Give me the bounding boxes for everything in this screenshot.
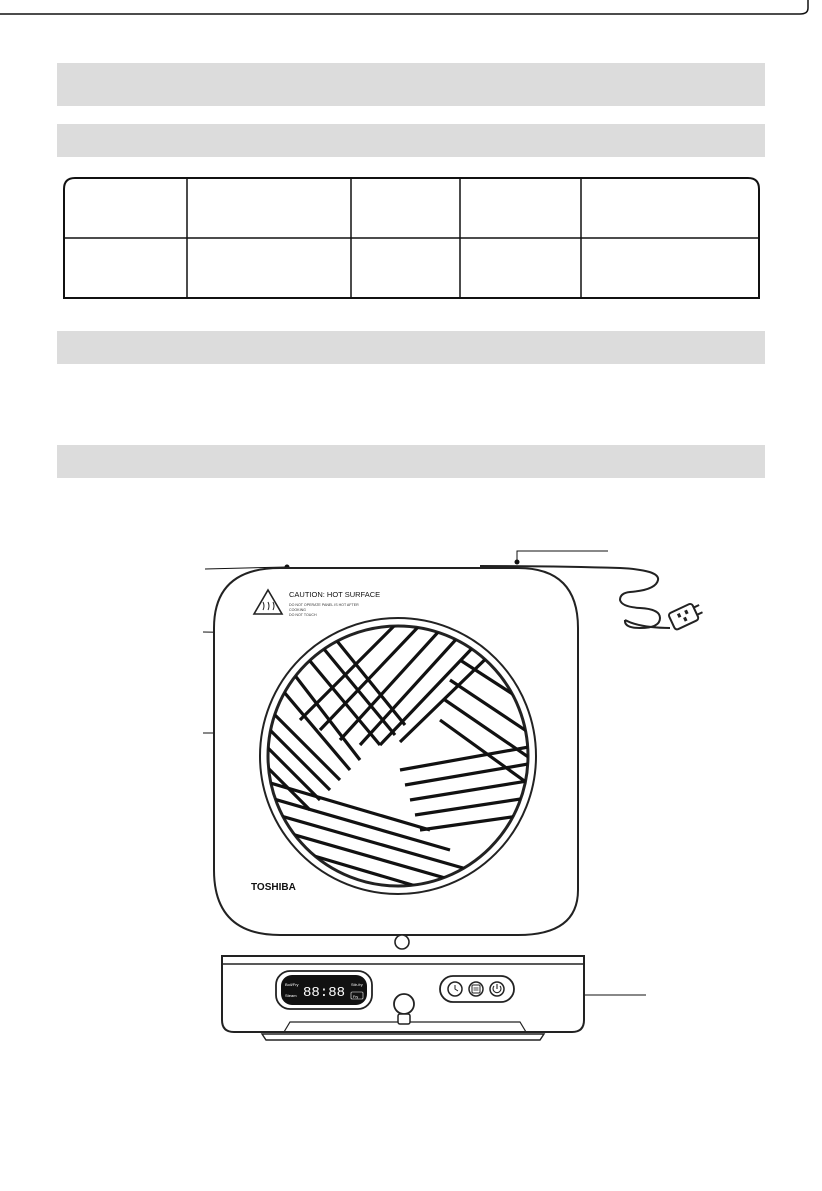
display-label-fry: Fry [353,995,359,999]
caution-line-1: DO NOT OPERATE PANEL IS HOT AFTER [289,603,359,607]
induction-cooker-illustration [195,540,715,1060]
display-label-stirfry: Stir-fry [351,982,363,987]
menu-button-icon [469,982,483,996]
caution-line-2: COOKING [289,608,306,612]
timer-button-icon [448,982,462,996]
control-knob-top [395,935,409,949]
specification-table [63,177,760,299]
section-header-bar [57,331,765,364]
display-time: 88:88 [302,985,346,1001]
fold-line [0,0,822,30]
plug-icon [668,600,705,630]
section-header-bar [57,124,765,157]
power-button-icon [490,982,504,996]
display-label-steam: Steam [285,993,297,998]
control-knob [394,994,414,1014]
display-label-boil: Boil/Fry [285,982,299,987]
section-header-bar [57,63,765,106]
caution-title: CAUTION: HOT SURFACE [289,590,381,599]
section-header-bar [57,445,765,478]
brand-logo: TOSHIBA [251,882,296,893]
caution-line-3: DO NOT TOUCH [289,613,317,617]
